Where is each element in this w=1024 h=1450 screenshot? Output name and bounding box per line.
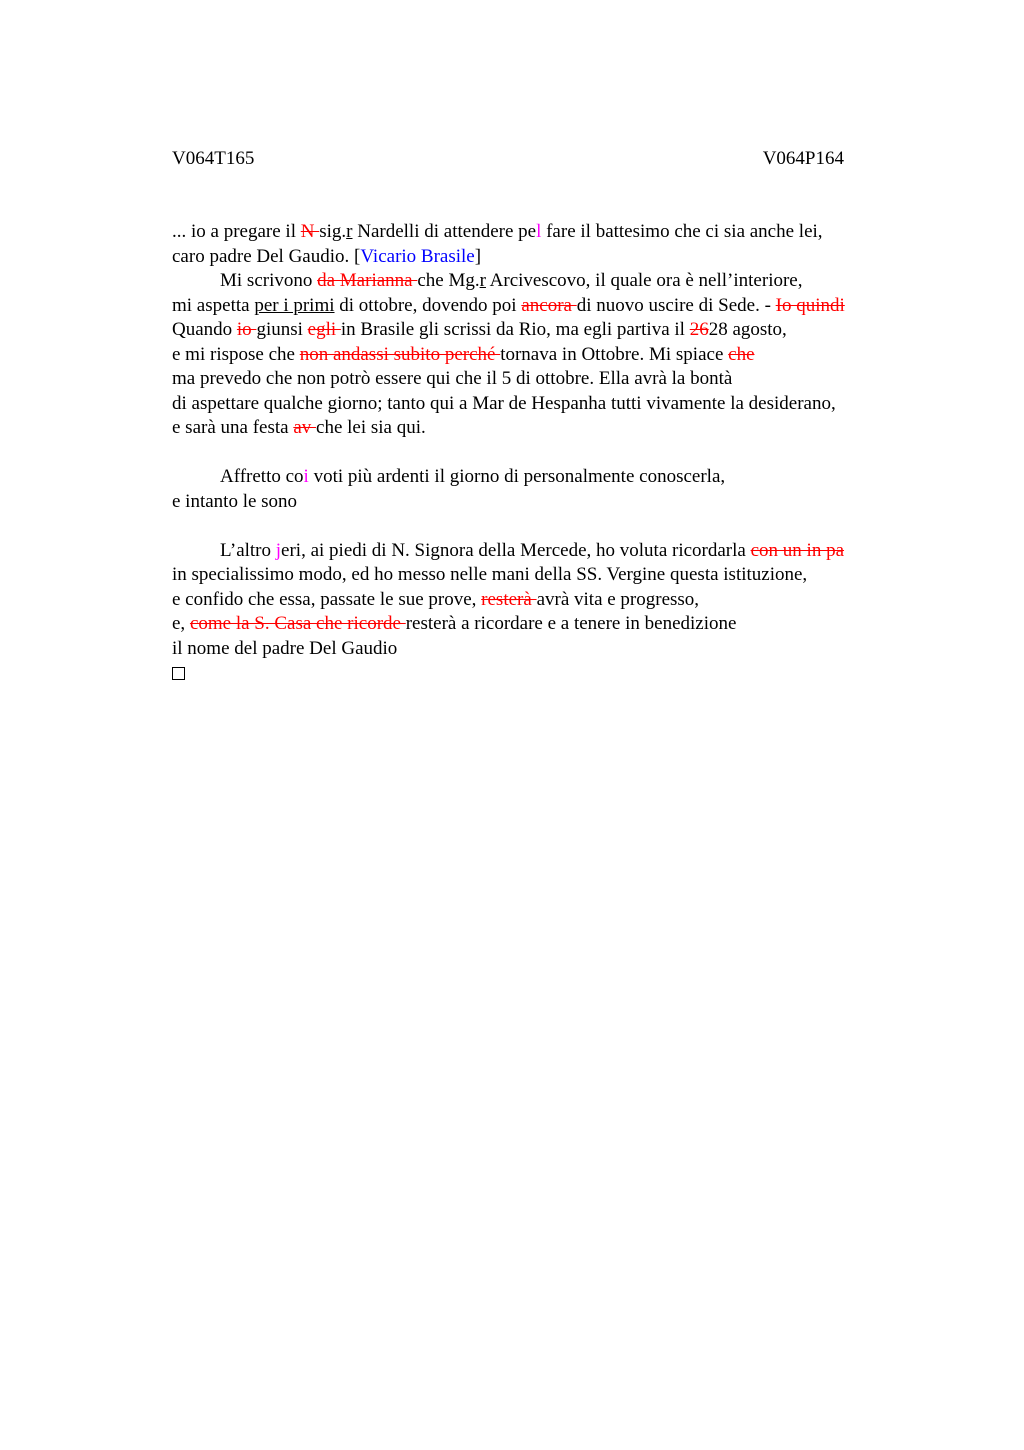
- deleted-text: egli: [307, 319, 341, 340]
- header-left-code: V064T165: [172, 148, 255, 169]
- text-segment: e mi rispose che: [172, 343, 300, 365]
- text-segment: mi aspetta: [172, 294, 255, 316]
- header-right-code: V064P164: [762, 148, 844, 169]
- text-segment: di ottobre, dovendo poi: [334, 294, 522, 316]
- deleted-text: da Marianna: [317, 270, 418, 291]
- text-segment: e intanto le sono: [172, 490, 298, 512]
- deleted-text: io: [236, 319, 257, 340]
- text-line: [172, 220, 912, 245]
- text-line: [172, 294, 912, 319]
- text-segment: in Brasile gli scrissi da Rio, ma egli partiva il: [340, 319, 690, 340]
- inserted-text: i: [303, 466, 309, 487]
- text-segment: fare il battesimo che ci sia anche lei,: [541, 221, 823, 242]
- text-segment: 28 agosto,: [708, 319, 787, 340]
- blank-line: [172, 441, 912, 466]
- text-segment: e sarà una festa: [172, 417, 294, 438]
- page-header: [172, 146, 844, 172]
- inserted-text: l: [536, 221, 542, 242]
- text-segment: di aspettare qualche giorno; tanto qui a Mar de Hespanha tutti vivamente la desiderano,: [172, 392, 836, 414]
- text-segment: resterà a ricordare e a tenere in benedizione: [405, 613, 737, 634]
- deleted-text: non andassi subito perché: [299, 343, 501, 365]
- deleted-text: av: [293, 417, 317, 438]
- text-segment: che lei sia qui.: [316, 417, 426, 438]
- deleted-text: 26: [689, 319, 709, 340]
- end-of-text-box-icon: [172, 667, 185, 680]
- inserted-text: j: [275, 539, 282, 561]
- text-line: [172, 392, 912, 417]
- text-segment: in specialissimo modo, ed ho messo nelle mani della SS. Vergine questa istituzione,: [172, 564, 808, 585]
- text-segment: sig.: [319, 221, 347, 242]
- text-line: [172, 588, 912, 613]
- text-line: [172, 539, 912, 564]
- editor-note: Vicario Brasile: [360, 245, 475, 267]
- text-line: [172, 269, 912, 294]
- underlined-text: r: [479, 270, 486, 291]
- text-line: [172, 490, 912, 515]
- deleted-text: resterà: [481, 588, 537, 610]
- text-line: [172, 318, 912, 343]
- text-segment: e confido che essa, passate le sue prove,: [172, 588, 482, 610]
- text-segment: Quando: [172, 319, 237, 340]
- text-segment: avrà vita e progresso,: [536, 588, 700, 610]
- text-segment: eri, ai piedi di N. Signora della Mercede, ho voluta ricordarla: [281, 539, 751, 561]
- transcription-body: [172, 220, 912, 686]
- text-line: [172, 367, 912, 392]
- underlined-text: r: [346, 221, 353, 242]
- text-segment: Mi scrivono: [220, 270, 318, 291]
- text-segment: che Mg.: [417, 270, 480, 291]
- text-line: [172, 343, 912, 368]
- blank-line: [172, 514, 912, 539]
- deleted-text: con un in pa: [750, 539, 845, 561]
- text-segment: L’altro: [220, 539, 276, 561]
- text-segment: Affretto co: [220, 466, 304, 487]
- text-segment: ma prevedo che non potrò essere qui che il 5 di ottobre. Ella avrà la bontà: [172, 368, 733, 389]
- text-segment: Nardelli di attendere pe: [352, 221, 537, 242]
- text-segment: giunsi: [256, 319, 308, 340]
- text-line: [172, 465, 912, 490]
- text-line: [172, 416, 912, 441]
- text-line: [172, 563, 912, 588]
- text-segment: voti più ardenti il giorno di personalmente conoscerla,: [308, 466, 726, 487]
- text-segment: tornava in Ottobre. Mi spiace: [500, 343, 729, 365]
- end-of-text-line: [172, 661, 912, 686]
- text-segment: caro padre Del Gaudio. [: [172, 245, 361, 267]
- deleted-text: come la S. Casa che ricorde: [189, 613, 406, 634]
- deleted-text: Io quindi: [775, 294, 845, 316]
- text-segment: Arcivescovo, il quale ora è nell’interiore,: [485, 270, 803, 291]
- underlined-text: per i primi: [254, 294, 335, 316]
- deleted-text: N: [300, 221, 320, 242]
- text-line: [172, 637, 912, 662]
- text-line: [172, 245, 912, 270]
- text-segment: ]: [474, 245, 482, 267]
- deleted-text: che: [728, 343, 755, 365]
- text-line: [172, 612, 912, 637]
- text-segment: e,: [172, 613, 190, 634]
- text-segment: di nuovo uscire di Sede. -: [576, 294, 776, 316]
- text-segment: ... io a pregare il: [172, 221, 301, 242]
- text-segment: il nome del padre Del Gaudio: [172, 637, 398, 659]
- deleted-text: ancora: [521, 294, 577, 316]
